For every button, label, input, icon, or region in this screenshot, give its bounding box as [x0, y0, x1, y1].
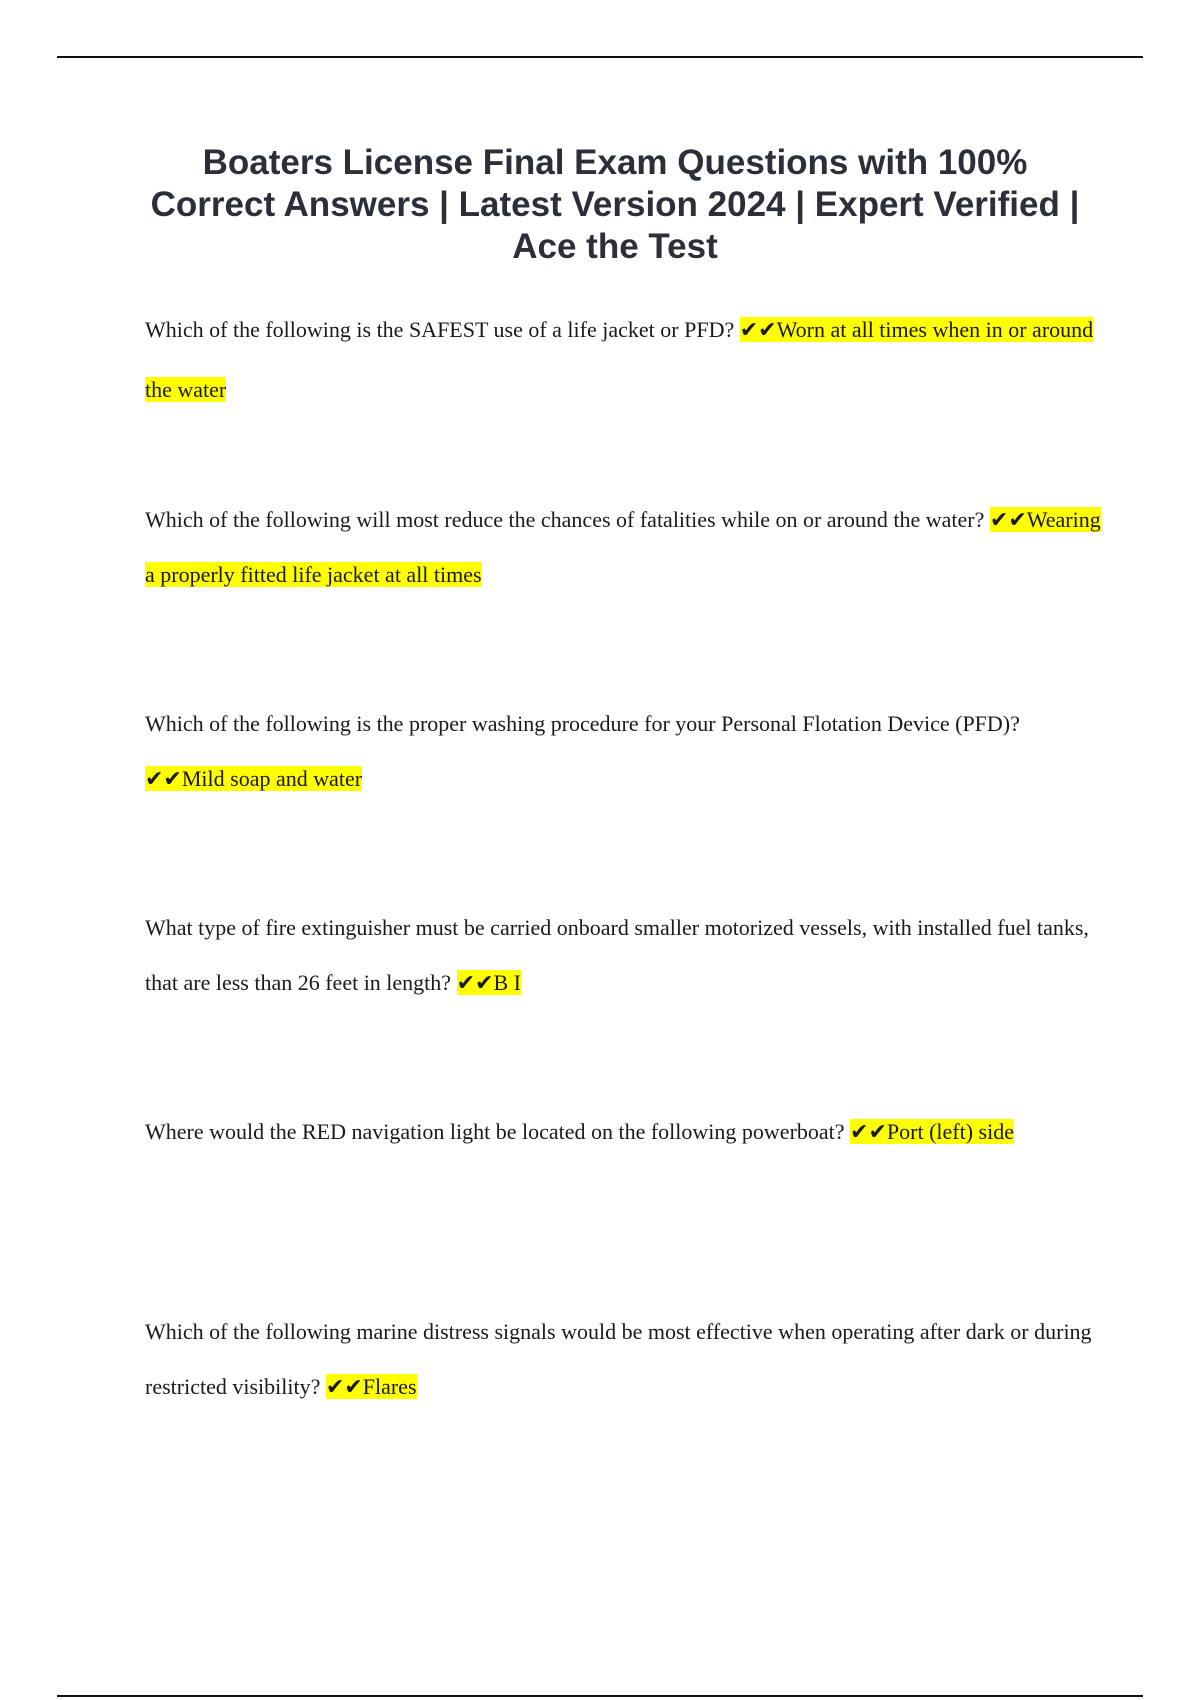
- question-text: Which of the following will most reduce the chances of fatalities while on or around the water?: [145, 507, 985, 532]
- bottom-rule: [57, 1695, 1143, 1697]
- top-rule: [57, 56, 1143, 58]
- qa-item-2: [145, 492, 1105, 602]
- question-text: What type of fire extinguisher must be carried onboard smaller motorized vessels, with installed fuel tanks, that are less than 26 feet in length?: [145, 915, 1089, 995]
- answer-highlight: [145, 766, 362, 791]
- answer-text: Wearing a properly fitted life jacket at all times: [145, 507, 1101, 587]
- qa-item-4: [145, 900, 1105, 1010]
- answer-text: Flares: [362, 1374, 417, 1399]
- qa-item-3: [145, 696, 1105, 806]
- check-mark-icon: ✔✔: [145, 766, 182, 791]
- answer-text: Worn at all times when in or around the water: [145, 317, 1094, 402]
- answer-text: B I: [493, 970, 521, 995]
- document-title: Boaters License Final Exam Questions with 100% Correct Answers | Latest Version 2024 | Expert Verified | Ace the Test: [150, 143, 1080, 266]
- question-text: Which of the following is the proper washing procedure for your Personal Flotation Device (PFD)?: [145, 711, 1020, 736]
- check-mark-icon: ✔✔: [850, 1119, 887, 1144]
- qa-item-6: [145, 1304, 1105, 1414]
- question-text: Which of the following is the SAFEST use of a life jacket or PFD?: [145, 317, 735, 342]
- qa-item-1: [145, 300, 1105, 420]
- answer-highlight: [326, 1374, 417, 1399]
- check-mark-icon: ✔✔: [456, 970, 494, 995]
- check-mark-icon: ✔✔: [325, 1374, 363, 1399]
- qa-item-5: [145, 1103, 1105, 1161]
- check-mark-icon: ✔✔: [739, 317, 777, 342]
- question-text: Which of the following marine distress signals would be most effective when operating after dark or during restricted visibility?: [145, 1319, 1092, 1399]
- answer-highlight: [457, 970, 521, 995]
- answer-text: Port (left) side: [886, 1119, 1014, 1144]
- check-mark-icon: ✔✔: [989, 507, 1027, 532]
- answer-highlight: [850, 1119, 1014, 1144]
- question-text: Where would the RED navigation light be located on the following powerboat?: [145, 1119, 845, 1144]
- answer-text: Mild soap and water: [181, 766, 363, 791]
